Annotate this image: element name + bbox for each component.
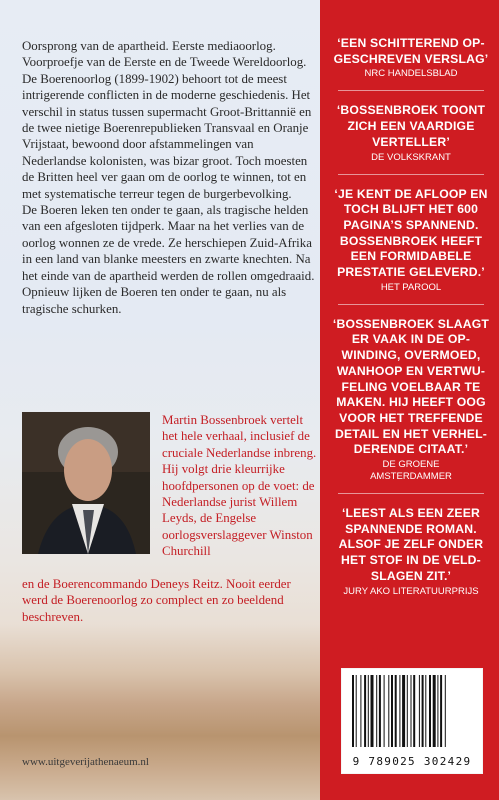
press-quote xyxy=(332,317,490,483)
blurb-text xyxy=(22,38,318,317)
quote-text: ‘JE KENT DE AFLOOP EN TOCH BLIJFT HET 600 PAGINA’S SPANNEND. BOSSENBROEK HEEFT EEN FORMIDABELE PRESTATIE GELEVERD.’ xyxy=(334,186,488,280)
author-blurb xyxy=(0,412,318,625)
author-blurb-part-1: Martin Bossenbroek vertelt het hele verhaal, inclusief de cruciale Nederlandse inbreng. Hij volgt drie kleurrijke hoofdpersonen op de voet: de Nederlandse jurist Willem Leyds, de Engelse oorlogsverslaggever Winston Churchill xyxy=(162,413,317,559)
press-quote xyxy=(332,103,490,163)
isbn-number: 9 789025 302429 xyxy=(352,755,472,768)
quote-source: DE VOLKSKRANT xyxy=(371,151,451,163)
quote-text: ‘BOSSENBROEK TOONT ZICH EEN VAARDIGE VERTELLER’ xyxy=(336,103,486,149)
quote-divider xyxy=(338,174,484,175)
isbn-barcode xyxy=(341,668,483,774)
quote-divider xyxy=(338,304,484,305)
quote-source: NRC HANDELSBLAD xyxy=(364,68,458,80)
press-quote xyxy=(332,187,490,294)
quote-divider xyxy=(338,90,484,91)
press-quote xyxy=(332,36,490,80)
quote-source: DE GROENE AMSTERDAMMER xyxy=(370,459,452,483)
author-blurb-part-2: en de Boerencommando Deneys Reitz. Nooit eerder werd de Boerenoorlog zo complect en zo beeldend beschreven. xyxy=(22,577,291,624)
barcode-bars xyxy=(348,675,476,749)
press-quote xyxy=(332,506,490,598)
quote-source: HET PAROOL xyxy=(380,281,442,293)
quote-source: JURY AKO LITERATUURPRIJS xyxy=(343,585,479,597)
publisher-url[interactable]: www.uitgeverijathenaeum.nl xyxy=(22,756,149,768)
blurb-paragraph-1: Oorsprong van de apartheid. Eerste mediaoorlog. Voorproefje van de Eerste en de Tweede Wereldoorlog. De Boerenoorlog (1899-1902) behoort tot de meest intrigerende conflicten in de moderne geschiedenis. Het verschil in status tussen supermacht Groot-Brittannië en de twee nietige Boerenrepublieken Transvaal en Oranje Vrijstaat, bewoond door afstammelingen van Nederlandse kolonisten, was bizar groot. Toch moesten de Britten heel ver gaan om de oorlog te winnen, tot en met systematische terreur tegen de burgerbevolking. xyxy=(22,39,312,201)
blurb-paragraph-2: De Boeren leken ten onder te gaan, als tragische helden van een afgesloten tijdperk. Maar na het verlies van de oorlog wonnen ze de vrede. Ze herschiepen Zuid-Afrika in een land van blanke meesters en zwarte knechten. Na het einde van de apartheid werden de rollen omgedraaid. Opnieuw lijken de Boeren ten onder te gaan, nu als tragische schurken. xyxy=(22,203,315,316)
quote-text: ‘LEEST ALS EEN ZEER SPANNENDE ROMAN. ALSOF JE ZELF ONDER HET STOF IN DE VELD- SLAGEN ZIT.’ xyxy=(338,506,484,583)
quote-text: ‘BOSSENBROEK SLAAGT ER VAAK IN DE OP- WINDING, OVERMOED, WANHOOP EN VERTWU- FELING VOELBAAR TE MAKEN. HIJ HEEFT OOG VOOR HET TREFFENDE DETAIL EN HET VERHEL- DERENDE CITAAT.’ xyxy=(332,316,490,457)
press-quotes xyxy=(332,36,490,598)
quote-divider xyxy=(338,493,484,494)
quote-text: ‘EEN SCHITTEREND OP- GESCHREVEN VERSLAG’ xyxy=(333,36,489,66)
